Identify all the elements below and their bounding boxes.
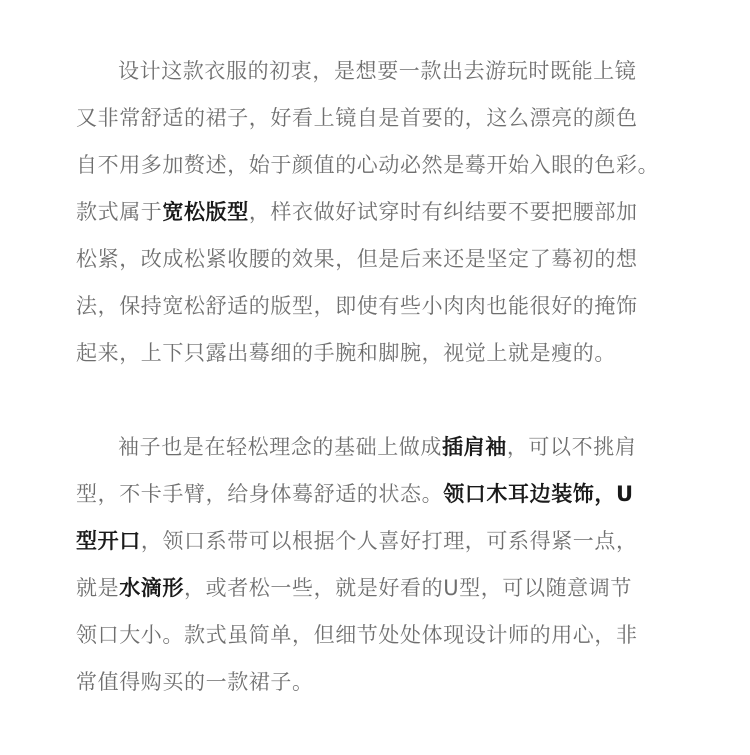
text-line bbox=[76, 565, 676, 612]
text-line bbox=[76, 236, 676, 283]
text-line bbox=[76, 330, 676, 377]
text-segment: 袖子也是在轻松理念的基础上做成 bbox=[118, 435, 442, 459]
text-segment: 又非常舒适的裙子，好看上镜自是首要的，这么漂亮的颜色 bbox=[76, 106, 638, 130]
text-segment: 设计这款衣服的初衷，是想要一款出去游玩时既能上镜 bbox=[118, 59, 637, 83]
text-segment: ，可以不挑肩 bbox=[506, 435, 637, 459]
text-segment: 自不用多加赘述，始于颜值的心动必然是蓦开始入眼的色彩。 bbox=[76, 153, 660, 177]
text-line bbox=[76, 612, 676, 659]
text-line bbox=[76, 142, 676, 189]
text-line bbox=[76, 659, 676, 706]
paragraph-design-intent bbox=[76, 48, 676, 377]
text-segment: ，领口系带可以根据个人喜好打理，可系得紧一点， bbox=[140, 529, 638, 553]
text-segment: 就是 bbox=[76, 576, 120, 600]
highlight-u-opening: 型开口 bbox=[76, 529, 141, 553]
text-line bbox=[76, 189, 676, 236]
text-segment: 起来，上下只露出蓦细的手腕和脚腕，视觉上就是瘦的。 bbox=[76, 341, 616, 365]
text-segment: ，样衣做好试穿时有纠结要不要把腰部加 bbox=[248, 200, 638, 224]
highlight-collar-ruffle: 领口木耳边装饰，U bbox=[443, 482, 634, 506]
text-line bbox=[76, 518, 676, 565]
highlight-loose-fit: 宽松版型 bbox=[162, 200, 249, 224]
text-line bbox=[76, 283, 676, 330]
highlight-raglan-sleeve: 插肩袖 bbox=[442, 435, 507, 459]
text-line bbox=[76, 95, 676, 142]
article-body bbox=[76, 48, 676, 706]
text-segment: 常值得购买的一款裙子。 bbox=[76, 670, 314, 694]
text-segment: 领口大小。款式虽简单，但细节处处体现设计师的用心，非 bbox=[76, 623, 638, 647]
text-segment: 型，不卡手臂，给身体蓦舒适的状态。 bbox=[76, 482, 444, 506]
highlight-teardrop: 水滴形 bbox=[119, 576, 185, 600]
text-segment: 款式属于 bbox=[76, 200, 163, 224]
text-line bbox=[76, 471, 676, 518]
text-segment: 法，保持宽松舒适的版型，即使有些小肉肉也能很好的掩饰 bbox=[76, 294, 638, 318]
text-segment: 松紧，改成松紧收腰的效果，但是后来还是坚定了蓦初的想 bbox=[76, 247, 638, 271]
text-segment: ，或者松一些，就是好看的U型，可以随意调节 bbox=[184, 576, 632, 600]
paragraph-details bbox=[76, 424, 676, 706]
text-line bbox=[76, 48, 676, 95]
text-line bbox=[76, 424, 676, 471]
